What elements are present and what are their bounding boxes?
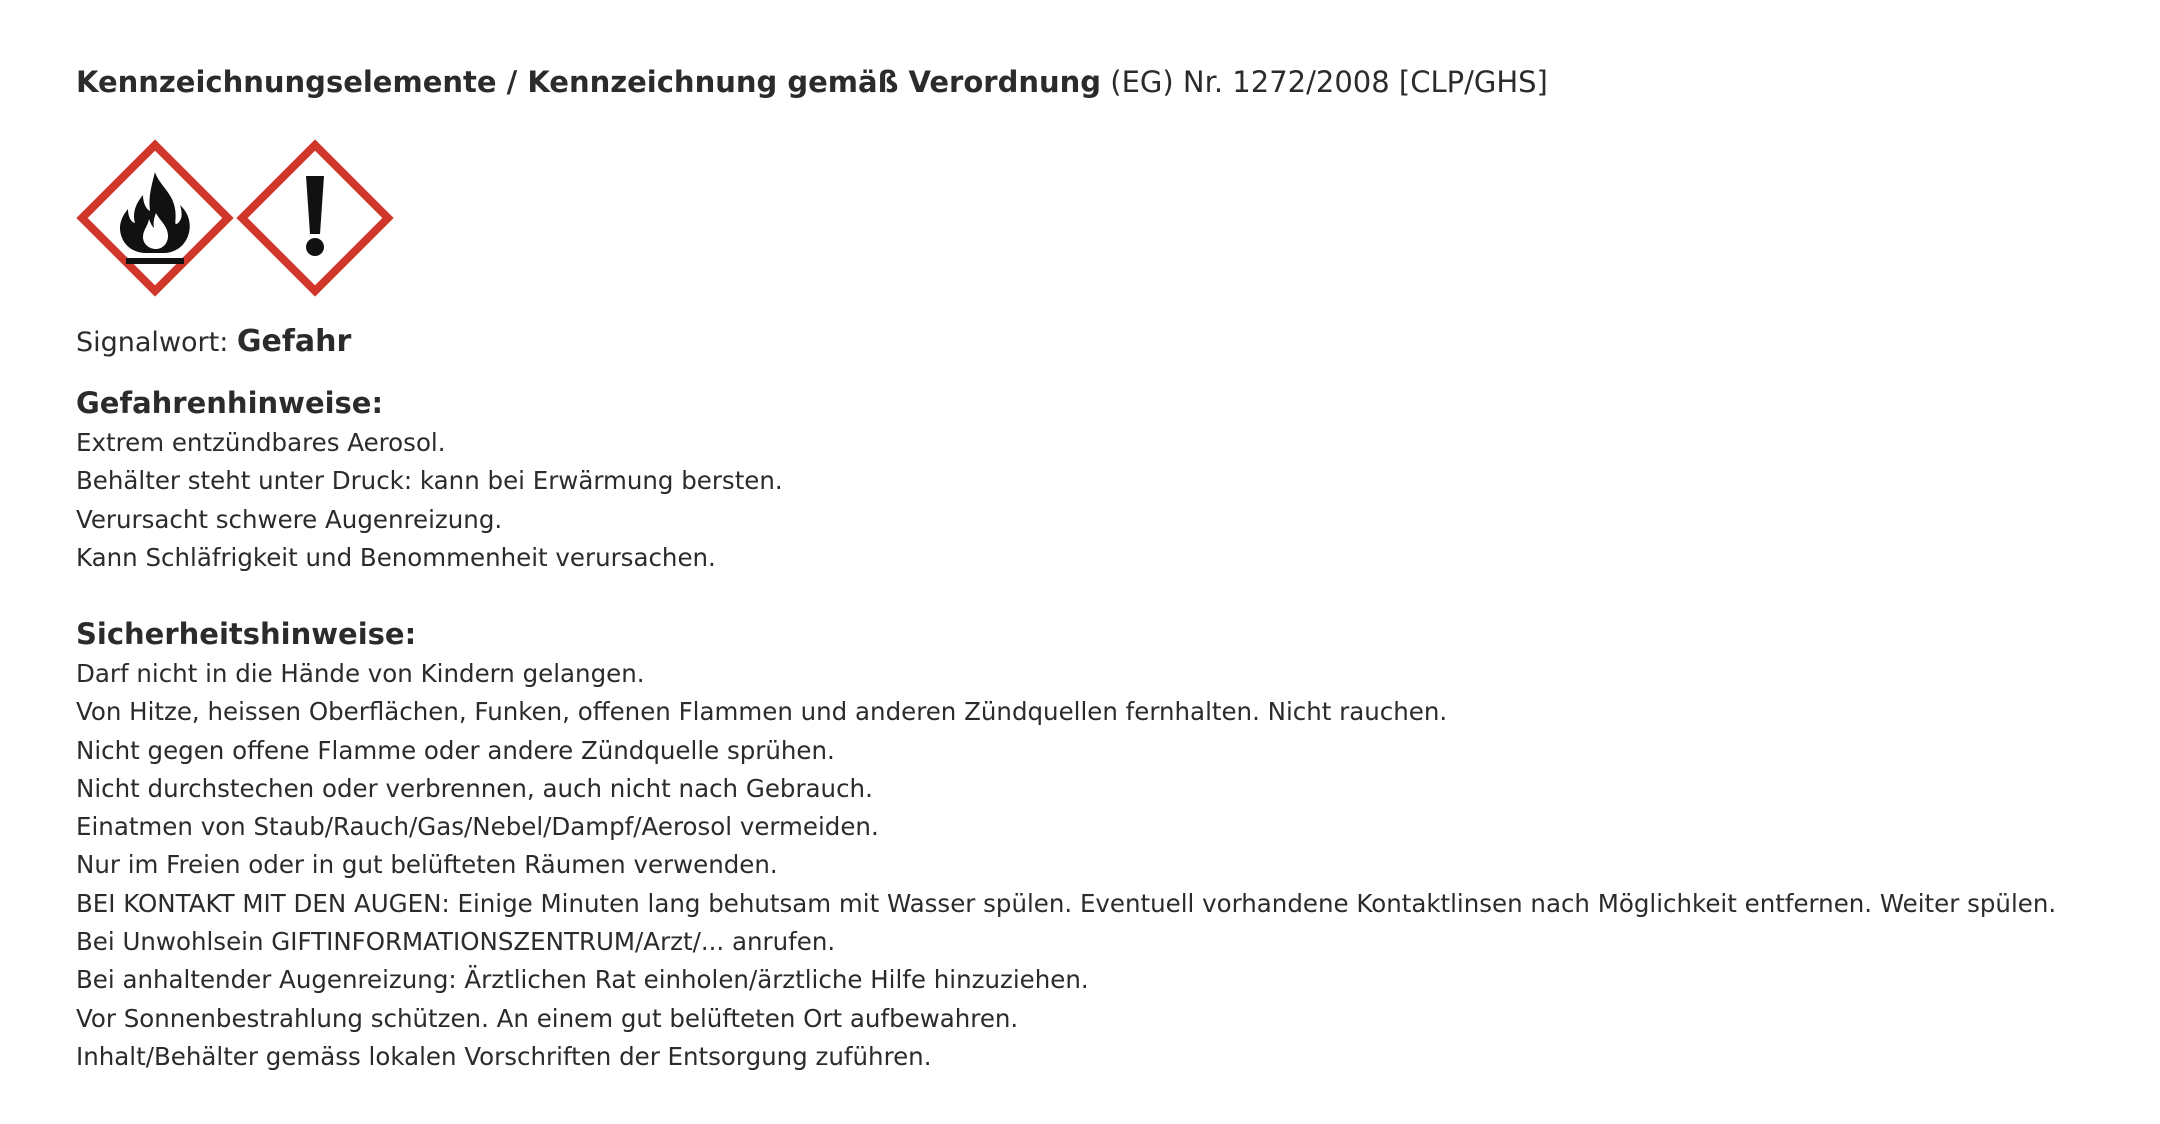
list-item: Inhalt/Behälter gemäss lokalen Vorschriften der Entsorgung zuführen. <box>76 1041 932 1071</box>
precautionary-statements-list <box>76 655 2056 1076</box>
list-item: Von Hitze, heissen Oberflächen, Funken, offenen Flammen und anderen Zündquellen fernhalten. Nicht rauchen. <box>76 697 1448 727</box>
list-item: Nicht gegen offene Flamme oder andere Zündquelle sprühen. <box>76 735 835 765</box>
list-item: Nicht durchstechen oder verbrennen, auch nicht nach Gebrauch. <box>76 773 873 803</box>
labelling-section <box>76 60 2116 1071</box>
hazard-statements-title: Gefahrenhinweise: <box>76 386 384 420</box>
section-heading <box>76 60 2116 104</box>
list-item: Extrem entzündbares Aerosol. <box>76 428 446 457</box>
list-item: Verursacht schwere Augenreizung. <box>76 504 503 534</box>
exclamation-mark-icon <box>236 139 394 297</box>
list-item: BEI KONTAKT MIT DEN AUGEN: Einige Minuten lang behutsam mit Wasser spülen. Eventuell vorhandene Kontaktlinsen nach Möglichkeit entfernen. Weiter spülen. <box>76 888 2057 918</box>
list-item: Behälter steht unter Druck: kann bei Erwärmung bersten. <box>76 466 783 496</box>
flame-icon <box>76 139 234 297</box>
hazard-statements-list <box>76 424 783 577</box>
signal-word-value: Gefahr <box>236 324 352 359</box>
list-item: Bei anhaltender Augenreizung: Ärztlichen Rat einholen/ärztliche Hilfe hinzuziehen. <box>76 965 1089 995</box>
list-item: Darf nicht in die Hände von Kindern gelangen. <box>76 659 645 688</box>
hazard-statements <box>76 382 783 577</box>
list-item: Kann Schläfrigkeit und Benommenheit verursachen. <box>76 542 716 572</box>
list-item: Bei Unwohlsein GIFTINFORMATIONSZENTRUM/Arzt/... anrufen. <box>76 927 836 957</box>
precautionary-statements-title: Sicherheitshinweise: <box>76 617 417 651</box>
list-item: Vor Sonnenbestrahlung schützen. An einem gut belüfteten Ort aufbewahren. <box>76 1003 1019 1033</box>
heading-regulation-text: (EG) Nr. 1272/2008 [CLP/GHS] <box>1101 65 1548 99</box>
ghs-pictograms <box>76 139 406 299</box>
signal-word-label: Signalwort: <box>76 327 237 358</box>
heading-bold-text: Kennzeichnungselemente / Kennzeichnung gemäß Verordnung <box>76 65 1102 99</box>
list-item: Einatmen von Staub/Rauch/Gas/Nebel/Dampf/Aerosol vermeiden. <box>76 812 879 842</box>
list-item: Nur im Freien oder in gut belüfteten Räumen verwenden. <box>76 850 778 880</box>
signal-word <box>76 322 351 363</box>
precautionary-statements <box>76 613 2056 1076</box>
